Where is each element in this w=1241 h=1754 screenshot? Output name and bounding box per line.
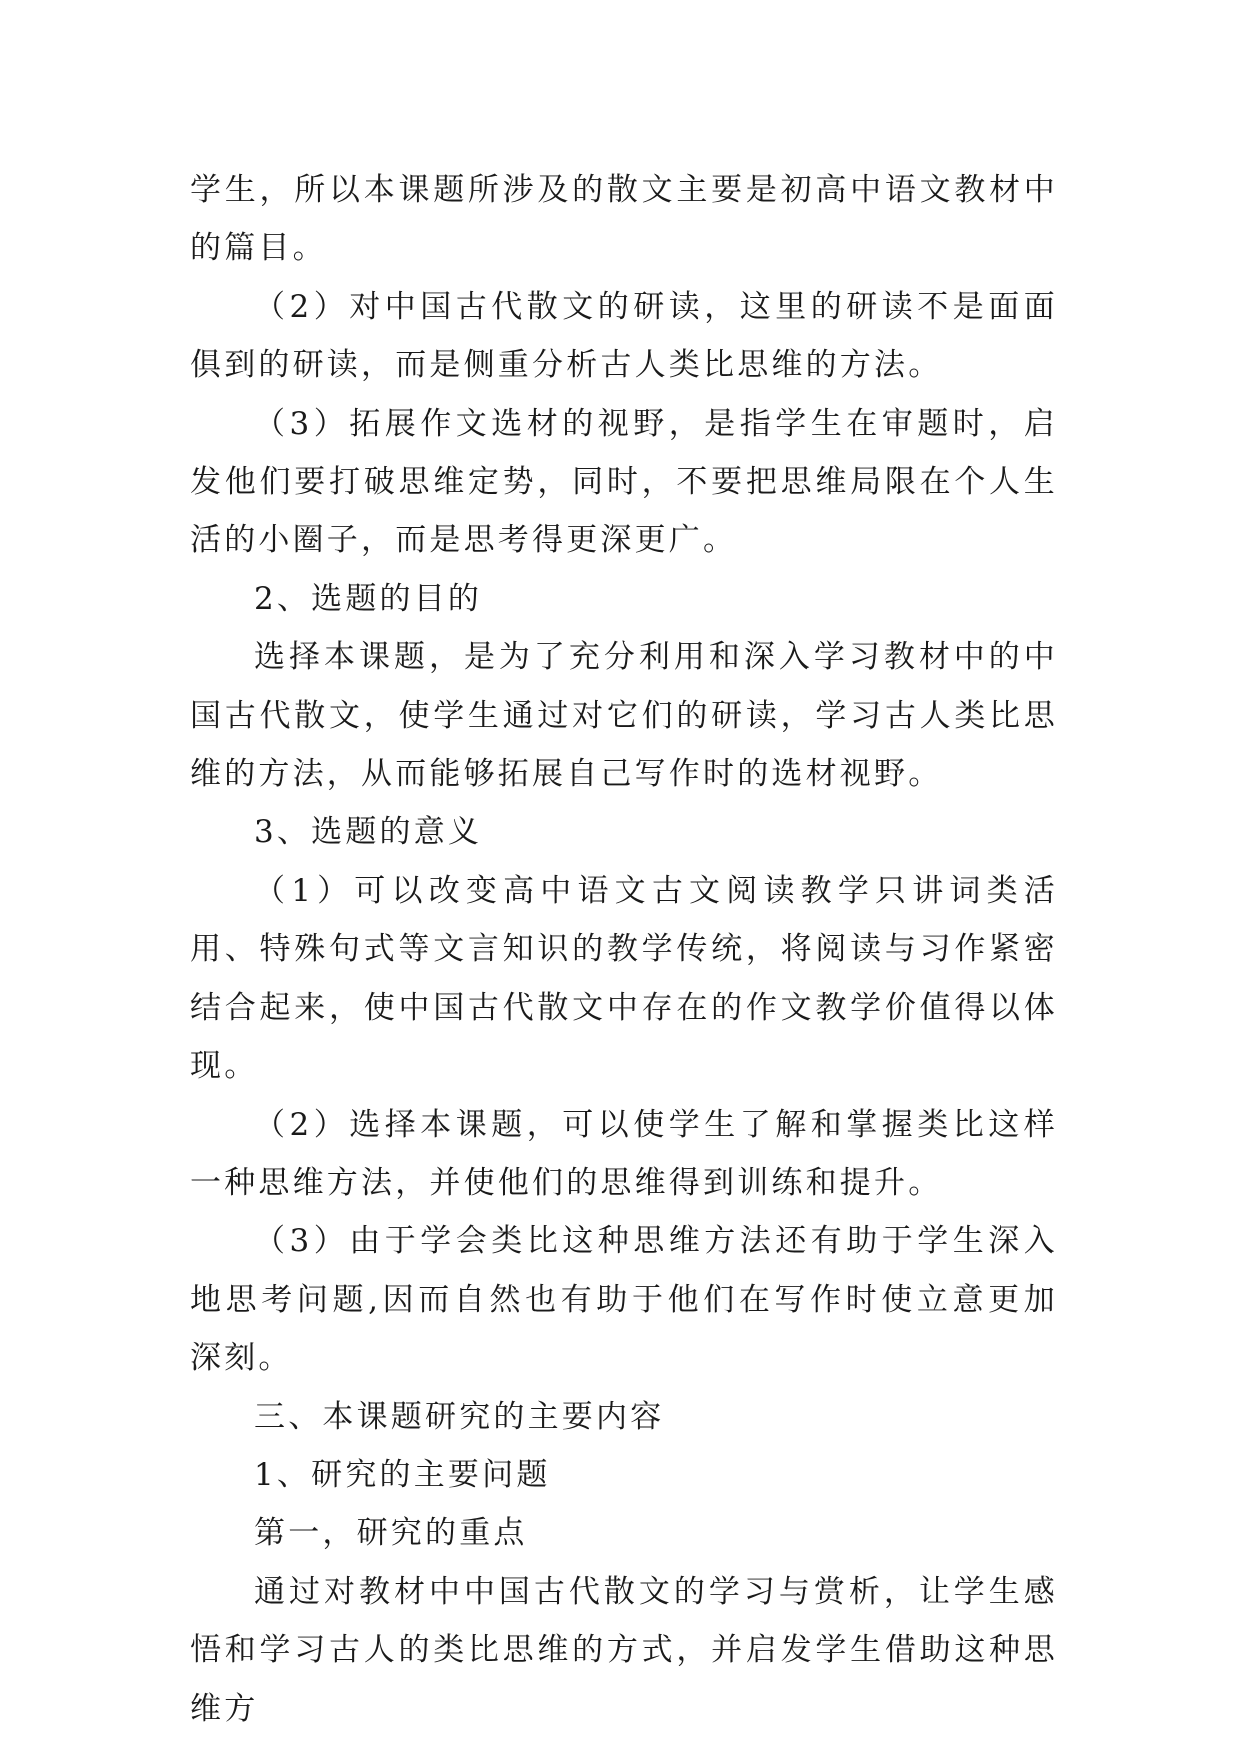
heading-main-problems: 1、研究的主要问题 [254,1456,551,1493]
heading-focus: 第一，研究的重点 [254,1515,528,1552]
paragraph-significance-3: （3）由于学会类比这种思维方法还有助于学生深入地思考问题,因而自然也有助于他们在写作时使立意更加深刻。 [190,1223,1058,1377]
heading-section-3: 三、本课题研究的主要内容 [254,1398,665,1435]
body-text [190,161,1058,1738]
paragraph-item-2: （2）对中国古代散文的研读，这里的研读不是面面俱到的研读，而是侧重分析古人类比思维的方法。 [190,288,1058,384]
paragraph-purpose: 选择本课题，是为了充分利用和深入学习教材中的中国古代散文，使学生通过对它们的研读，学习古人类比思维的方法，从而能够拓展自己写作时的选材视野。 [190,639,1058,793]
paragraph-significance-2: （2）选择本课题，可以使学生了解和掌握类比这样一种思维方法，并使他们的思维得到训练和提升。 [190,1106,1058,1201]
heading-selection-significance: 3、选题的意义 [254,814,483,851]
paragraph-focus: 通过对教材中中国古代散文的学习与赏析，让学生感悟和学习古人的类比思维的方式，并启发学生借助这种思维方 [190,1573,1058,1727]
paragraph-significance-1: （1）可以改变高中语文古文阅读教学只讲词类活用、特殊句式等文言知识的教学传统，将阅读与习作紧密结合起来，使中国古代散文中存在的作文教学价值得以体现。 [190,872,1058,1085]
paragraph-item-3: （3）拓展作文选材的视野，是指学生在审题时，启发他们要打破思维定势，同时，不要把思维局限在个人生活的小圈子，而是思考得更深更广。 [190,405,1058,559]
paragraph-continuation: 学生，所以本课题所涉及的散文主要是初高中语文教材中的篇目。 [190,172,1058,267]
heading-selection-purpose: 2、选题的目的 [254,580,483,617]
